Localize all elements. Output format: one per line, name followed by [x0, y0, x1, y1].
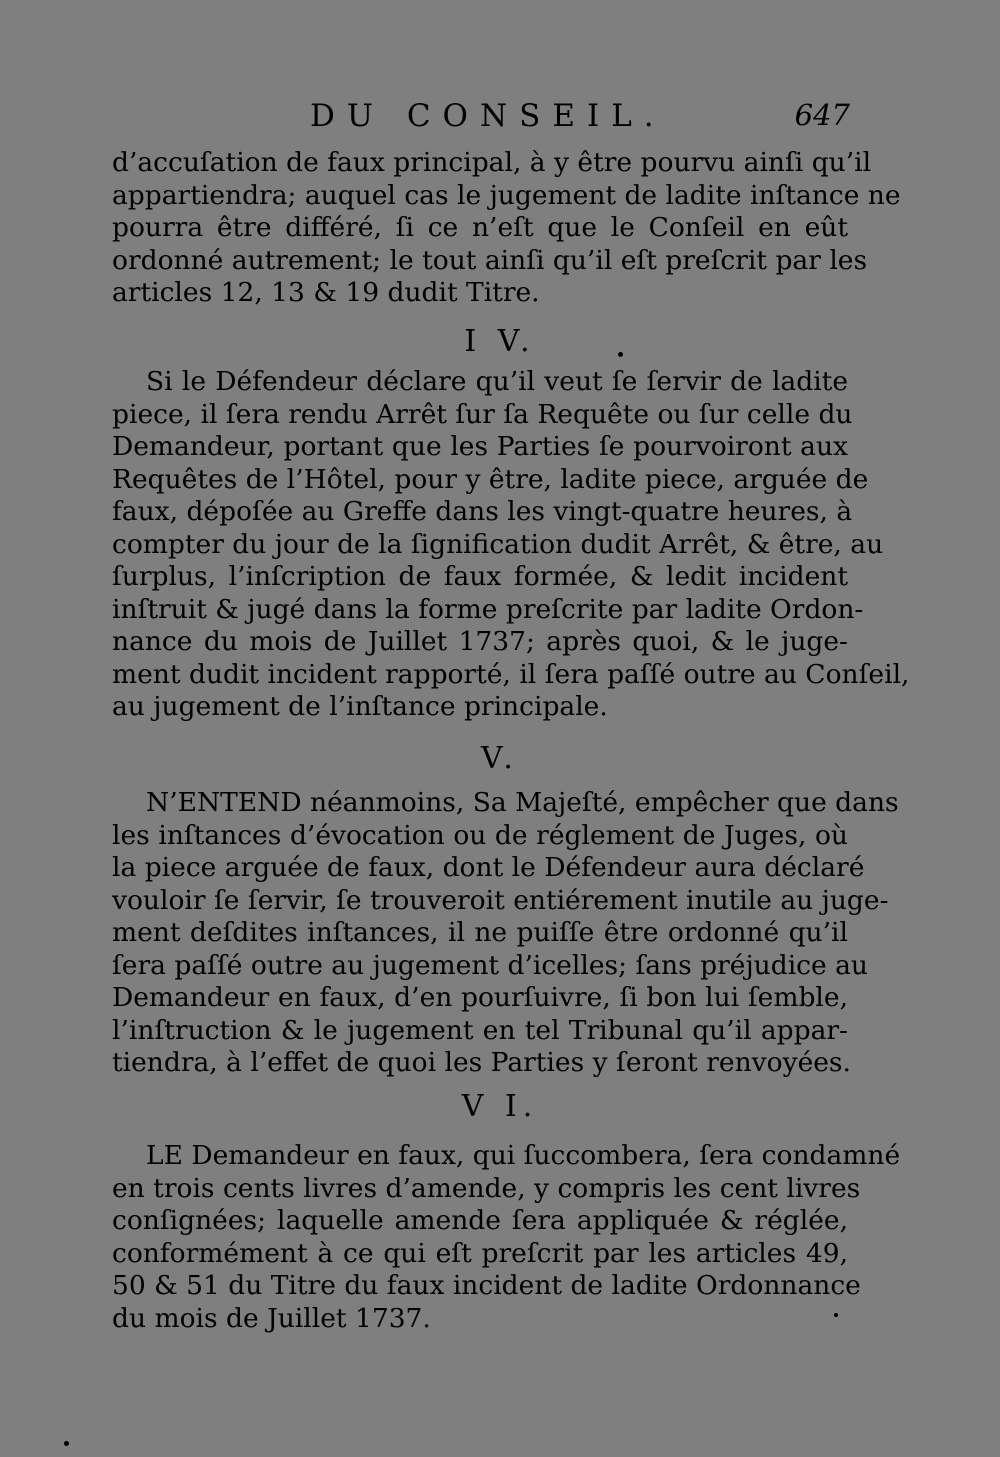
running-head: [110, 98, 850, 142]
text-line: ment deſdites inſtances, il ne puiſſe être ordonné qu’il: [112, 917, 848, 948]
text-line: Demandeur en faux, d’en pourſuivre, ſi bon lui ſemble,: [112, 982, 848, 1013]
article-iv-paragraph: [112, 366, 910, 724]
text-line: ſurplus, l’inſcription de faux formée, & ledit incident: [112, 561, 848, 592]
text-line: Si le Défendeur déclare qu’il veut ſe ſervir de ladite: [146, 366, 848, 397]
text-line: les inſtances d’évocation ou de réglement de Juges, où: [112, 819, 848, 851]
text-line: LE Demandeur en faux, qui ſuccombera, ſera condamné: [146, 1140, 901, 1171]
article-number-v: V.: [481, 741, 519, 776]
text-line: la piece arguée de faux, dont le Défendeur aura déclaré: [112, 852, 865, 883]
text-line: pourra être différé, ſi ce n’eſt que le Conſeil en eût: [112, 212, 848, 243]
scan-speck: [618, 352, 623, 357]
article-number-iv: I V.: [464, 324, 536, 359]
text-line: compter du jour de la ſignification dudit Arrêt, & être, au: [112, 528, 884, 560]
text-line: faux, dépoſée au Greffe dans les vingt-quatre heures, à: [112, 496, 853, 527]
article-vi-paragraph: [112, 1140, 901, 1335]
text-line: tiendra, à l’effet de quoi les Parties y ſeront renvoyées.: [112, 1047, 851, 1078]
text-line: vouloir ſe ſervir, ſe trouveroit entiérement inutile au juge-: [112, 884, 889, 916]
text-line: N’ENTEND néanmoins, Sa Majeſté, empêcher que dans: [146, 787, 899, 818]
text-line: ordonné autrement; le tout ainſi qu’il eſt preſcrit par les: [112, 244, 868, 276]
text-line: articles 12, 13 & 19 dudit Titre.: [112, 277, 540, 308]
text-line: nance du mois de Juillet 1737; après quoi, & le juge-: [112, 626, 848, 657]
text-line: du mois de Juillet 1737.: [112, 1302, 431, 1334]
text-line: Demandeur, portant que les Parties ſe pourvoiront aux: [112, 431, 848, 462]
text-line: appartiendra; auquel cas le jugement de ladite inſtance ne: [112, 179, 901, 211]
text-line: inſtruit & jugé dans la forme preſcrite par ladite Ordon-: [112, 593, 864, 625]
opening-paragraph: [112, 147, 901, 310]
text-line: piece, il ſera rendu Arrêt ſur ſa Requête ou ſur celle du: [112, 398, 853, 430]
running-title: DU CONSEIL.: [310, 98, 666, 134]
scan-speck: [64, 1441, 69, 1446]
text-line: en trois cents livres d’amende, y compris les cent livres: [112, 1172, 861, 1204]
text-line: conformément à ce qui eſt preſcrit par les articles 49,: [112, 1237, 848, 1269]
article-number-vi: V I.: [461, 1089, 539, 1124]
scan-speck: [834, 1313, 838, 1317]
text-line: 50 & 51 du Titre du faux incident de ladite Ordonnance: [112, 1270, 861, 1301]
text-line: ment dudit incident rapporté, il ſera paſſé outre au Conſeil,: [112, 658, 910, 690]
page-number: 647: [794, 98, 850, 132]
text-line: l’inſtruction & le jugement en tel Tribunal qu’il appar-: [112, 1014, 848, 1046]
text-line: Requêtes de l’Hôtel, pour y être, ladite piece, arguée de: [112, 463, 869, 495]
text-line: d’accuſation de faux principal, à y être pourvu ainſi qu’il: [112, 147, 872, 178]
text-line: conſignées; laquelle amende ſera appliquée & réglée,: [112, 1205, 848, 1236]
article-v-paragraph: [112, 787, 899, 1080]
text-line: ſera paſſé outre au jugement d’icelles; ſans préjudice au: [112, 949, 869, 981]
text-line: au jugement de l’inſtance principale.: [112, 691, 608, 722]
